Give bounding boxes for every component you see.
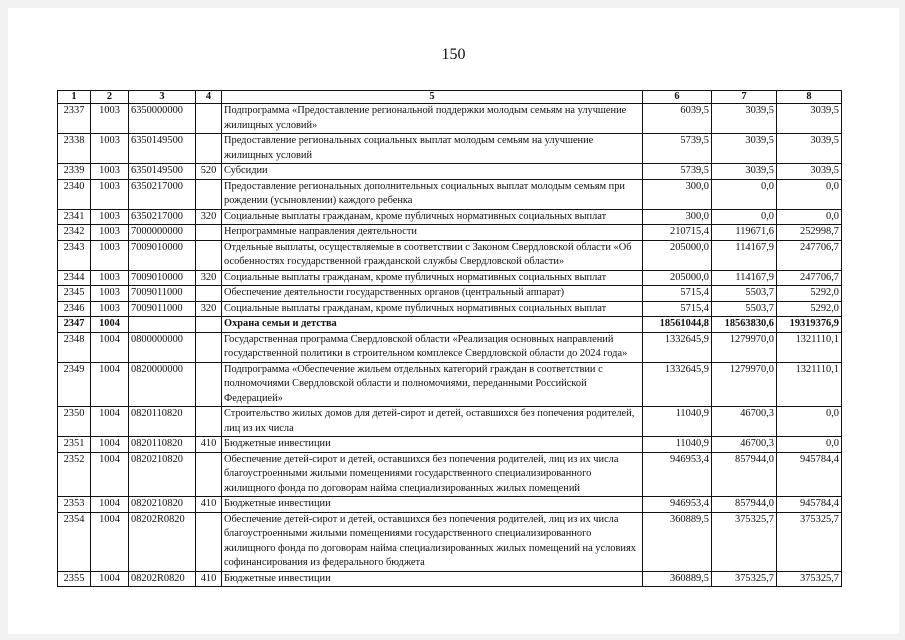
budget-table [57, 90, 842, 587]
amount-cell-col7: 46700,3 [712, 407, 777, 437]
row-number-cell: 2348 [58, 332, 91, 362]
expense-kind-cell [196, 332, 222, 362]
item-name-cell: Бюджетные инвестиции [222, 437, 643, 453]
table-row [58, 571, 842, 587]
amount-cell-col6: 5715,4 [643, 286, 712, 302]
target-code-cell: 0800000000 [129, 332, 196, 362]
expense-kind-cell: 320 [196, 209, 222, 225]
amount-cell-col6: 300,0 [643, 209, 712, 225]
table-row [58, 452, 842, 497]
expense-kind-cell [196, 407, 222, 437]
item-name-cell: Подпрограмма «Предоставление региональной поддержки молодым семьям на улучшение жилищных условий» [222, 104, 643, 134]
amount-cell-col8: 1321110,1 [777, 362, 842, 407]
item-name-cell: Субсидии [222, 164, 643, 180]
section-code-cell: 1003 [91, 225, 129, 241]
table-row [58, 134, 842, 164]
column-header: 6 [643, 91, 712, 104]
row-number-cell: 2352 [58, 452, 91, 497]
amount-cell-col7: 18563830,6 [712, 317, 777, 333]
amount-cell-col8: 945784,4 [777, 452, 842, 497]
amount-cell-col7: 375325,7 [712, 571, 777, 587]
amount-cell-col7: 3039,5 [712, 104, 777, 134]
column-header: 1 [58, 91, 91, 104]
target-code-cell: 6350149500 [129, 134, 196, 164]
table-row [58, 164, 842, 180]
row-number-cell: 2350 [58, 407, 91, 437]
target-code-cell: 0820110820 [129, 437, 196, 453]
item-name-cell: Бюджетные инвестиции [222, 497, 643, 513]
amount-cell-col7: 119671,6 [712, 225, 777, 241]
amount-cell-col8: 3039,5 [777, 104, 842, 134]
expense-kind-cell [196, 286, 222, 302]
item-name-cell: Обеспечение деятельности государственных органов (центральный аппарат) [222, 286, 643, 302]
target-code-cell: 0820210820 [129, 497, 196, 513]
section-code-cell: 1003 [91, 270, 129, 286]
amount-cell-col7: 1279970,0 [712, 332, 777, 362]
section-code-cell: 1004 [91, 407, 129, 437]
amount-cell-col6: 11040,9 [643, 407, 712, 437]
column-header: 4 [196, 91, 222, 104]
expense-kind-cell [196, 452, 222, 497]
target-code-cell: 7009011000 [129, 301, 196, 317]
section-code-cell: 1004 [91, 317, 129, 333]
expense-kind-cell [196, 512, 222, 571]
section-code-cell: 1003 [91, 240, 129, 270]
target-code-cell: 7009010000 [129, 240, 196, 270]
table-row [58, 286, 842, 302]
amount-cell-col7: 375325,7 [712, 512, 777, 571]
table-body [58, 104, 842, 587]
amount-cell-col6: 1332645,9 [643, 332, 712, 362]
item-name-cell: Строительство жилых домов для детей-сирот и детей, оставшихся без попечения родителей, лиц из их числа [222, 407, 643, 437]
amount-cell-col7: 857944,0 [712, 452, 777, 497]
amount-cell-col6: 18561044,8 [643, 317, 712, 333]
column-header: 2 [91, 91, 129, 104]
row-number-cell: 2355 [58, 571, 91, 587]
amount-cell-col6: 1332645,9 [643, 362, 712, 407]
row-number-cell: 2340 [58, 179, 91, 209]
expense-kind-cell [196, 179, 222, 209]
section-code-cell: 1003 [91, 286, 129, 302]
item-name-cell: Подпрограмма «Обеспечение жильем отдельных категорий граждан в соответствии с полномочиями Свердловской области и полномочиями, переданными Российской Федерацией» [222, 362, 643, 407]
column-header: 5 [222, 91, 643, 104]
amount-cell-col6: 11040,9 [643, 437, 712, 453]
amount-cell-col7: 857944,0 [712, 497, 777, 513]
target-code-cell: 7000000000 [129, 225, 196, 241]
amount-cell-col8: 247706,7 [777, 240, 842, 270]
amount-cell-col8: 375325,7 [777, 512, 842, 571]
target-code-cell: 6350217000 [129, 209, 196, 225]
amount-cell-col6: 5739,5 [643, 134, 712, 164]
item-name-cell: Охрана семьи и детства [222, 317, 643, 333]
amount-cell-col8: 0,0 [777, 179, 842, 209]
section-code-cell: 1003 [91, 164, 129, 180]
expense-kind-cell [196, 317, 222, 333]
expense-kind-cell [196, 134, 222, 164]
amount-cell-col7: 114167,9 [712, 270, 777, 286]
amount-cell-col7: 114167,9 [712, 240, 777, 270]
amount-cell-col7: 1279970,0 [712, 362, 777, 407]
expense-kind-cell: 410 [196, 497, 222, 513]
amount-cell-col8: 3039,5 [777, 134, 842, 164]
target-code-cell [129, 317, 196, 333]
target-code-cell: 7009010000 [129, 270, 196, 286]
table-row [58, 104, 842, 134]
amount-cell-col7: 46700,3 [712, 437, 777, 453]
table-row [58, 332, 842, 362]
table-row [58, 179, 842, 209]
table-row [58, 362, 842, 407]
amount-cell-col8: 945784,4 [777, 497, 842, 513]
amount-cell-col7: 3039,5 [712, 164, 777, 180]
amount-cell-col7: 0,0 [712, 179, 777, 209]
row-number-cell: 2351 [58, 437, 91, 453]
amount-cell-col8: 5292,0 [777, 286, 842, 302]
amount-cell-col6: 210715,4 [643, 225, 712, 241]
section-code-cell: 1004 [91, 362, 129, 407]
expense-kind-cell: 320 [196, 301, 222, 317]
table-row [58, 301, 842, 317]
expense-kind-cell [196, 240, 222, 270]
row-number-cell: 2343 [58, 240, 91, 270]
item-name-cell: Предоставление региональных дополнительных социальных выплат молодым семьям при рождении (усыновлении) каждого ребенка [222, 179, 643, 209]
expense-kind-cell: 520 [196, 164, 222, 180]
expense-kind-cell: 410 [196, 437, 222, 453]
row-number-cell: 2353 [58, 497, 91, 513]
amount-cell-col7: 0,0 [712, 209, 777, 225]
table-row [58, 317, 842, 333]
amount-cell-col8: 0,0 [777, 407, 842, 437]
item-name-cell: Обеспечение детей-сирот и детей, оставшихся без попечения родителей, лиц из их числа благоустроенными жилыми помещениями государственного специализированного жилищного фонда по договорам найма специализированных жилых помещений на условиях софинансирования из федерального бюджета [222, 512, 643, 571]
amount-cell-col6: 360889,5 [643, 512, 712, 571]
target-code-cell: 0820000000 [129, 362, 196, 407]
amount-cell-col8: 252998,7 [777, 225, 842, 241]
target-code-cell: 7009011000 [129, 286, 196, 302]
amount-cell-col6: 300,0 [643, 179, 712, 209]
amount-cell-col8: 0,0 [777, 437, 842, 453]
section-code-cell: 1003 [91, 134, 129, 164]
table-row [58, 209, 842, 225]
item-name-cell: Отдельные выплаты, осуществляемые в соответствии с Законом Свердловской области «Об особенностях государственной гражданской службы Свердловской области» [222, 240, 643, 270]
row-number-cell: 2344 [58, 270, 91, 286]
amount-cell-col6: 205000,0 [643, 240, 712, 270]
expense-kind-cell: 320 [196, 270, 222, 286]
row-number-cell: 2346 [58, 301, 91, 317]
amount-cell-col6: 946953,4 [643, 497, 712, 513]
table-row [58, 497, 842, 513]
table-row [58, 512, 842, 571]
table-header-row [58, 91, 842, 104]
item-name-cell: Социальные выплаты гражданам, кроме публичных нормативных социальных выплат [222, 301, 643, 317]
amount-cell-col7: 3039,5 [712, 134, 777, 164]
item-name-cell: Социальные выплаты гражданам, кроме публичных нормативных социальных выплат [222, 270, 643, 286]
item-name-cell: Обеспечение детей-сирот и детей, оставшихся без попечения родителей, лиц из их числа благоустроенными жилыми помещениями государственного специализированного жилищного фонда по договорам найма специализированных жилых помещений [222, 452, 643, 497]
amount-cell-col6: 5715,4 [643, 301, 712, 317]
row-number-cell: 2339 [58, 164, 91, 180]
section-code-cell: 1004 [91, 437, 129, 453]
table-row [58, 407, 842, 437]
target-code-cell: 08202R0820 [129, 512, 196, 571]
target-code-cell: 0820110820 [129, 407, 196, 437]
amount-cell-col6: 360889,5 [643, 571, 712, 587]
target-code-cell: 08202R0820 [129, 571, 196, 587]
table-row [58, 240, 842, 270]
amount-cell-col8: 5292,0 [777, 301, 842, 317]
item-name-cell: Непрограммные направления деятельности [222, 225, 643, 241]
document-page [8, 8, 899, 634]
section-code-cell: 1004 [91, 571, 129, 587]
section-code-cell: 1004 [91, 512, 129, 571]
section-code-cell: 1004 [91, 452, 129, 497]
table-row [58, 437, 842, 453]
expense-kind-cell [196, 104, 222, 134]
section-code-cell: 1004 [91, 332, 129, 362]
amount-cell-col8: 375325,7 [777, 571, 842, 587]
row-number-cell: 2337 [58, 104, 91, 134]
item-name-cell: Предоставление региональных социальных выплат молодым семьям на улучшение жилищных условий [222, 134, 643, 164]
amount-cell-col6: 6039,5 [643, 104, 712, 134]
amount-cell-col6: 205000,0 [643, 270, 712, 286]
row-number-cell: 2347 [58, 317, 91, 333]
row-number-cell: 2349 [58, 362, 91, 407]
table-row [58, 270, 842, 286]
amount-cell-col6: 946953,4 [643, 452, 712, 497]
section-code-cell: 1004 [91, 497, 129, 513]
amount-cell-col8: 3039,5 [777, 164, 842, 180]
item-name-cell: Социальные выплаты гражданам, кроме публичных нормативных социальных выплат [222, 209, 643, 225]
section-code-cell: 1003 [91, 179, 129, 209]
target-code-cell: 6350149500 [129, 164, 196, 180]
expense-kind-cell [196, 225, 222, 241]
item-name-cell: Государственная программа Свердловской области «Реализация основных направлений государственной политики в строительном комплексе Свердловской области до 2024 года» [222, 332, 643, 362]
section-code-cell: 1003 [91, 209, 129, 225]
amount-cell-col6: 5739,5 [643, 164, 712, 180]
row-number-cell: 2338 [58, 134, 91, 164]
amount-cell-col8: 247706,7 [777, 270, 842, 286]
section-code-cell: 1003 [91, 301, 129, 317]
target-code-cell: 6350000000 [129, 104, 196, 134]
amount-cell-col7: 5503,7 [712, 286, 777, 302]
amount-cell-col8: 1321110,1 [777, 332, 842, 362]
item-name-cell: Бюджетные инвестиции [222, 571, 643, 587]
amount-cell-col8: 19319376,9 [777, 317, 842, 333]
column-header: 3 [129, 91, 196, 104]
section-code-cell: 1003 [91, 104, 129, 134]
target-code-cell: 0820210820 [129, 452, 196, 497]
amount-cell-col8: 0,0 [777, 209, 842, 225]
row-number-cell: 2342 [58, 225, 91, 241]
expense-kind-cell: 410 [196, 571, 222, 587]
expense-kind-cell [196, 362, 222, 407]
page-number: 150 [441, 46, 466, 63]
column-header: 8 [777, 91, 842, 104]
row-number-cell: 2341 [58, 209, 91, 225]
column-header: 7 [712, 91, 777, 104]
table-row [58, 225, 842, 241]
amount-cell-col7: 5503,7 [712, 301, 777, 317]
target-code-cell: 6350217000 [129, 179, 196, 209]
row-number-cell: 2354 [58, 512, 91, 571]
row-number-cell: 2345 [58, 286, 91, 302]
